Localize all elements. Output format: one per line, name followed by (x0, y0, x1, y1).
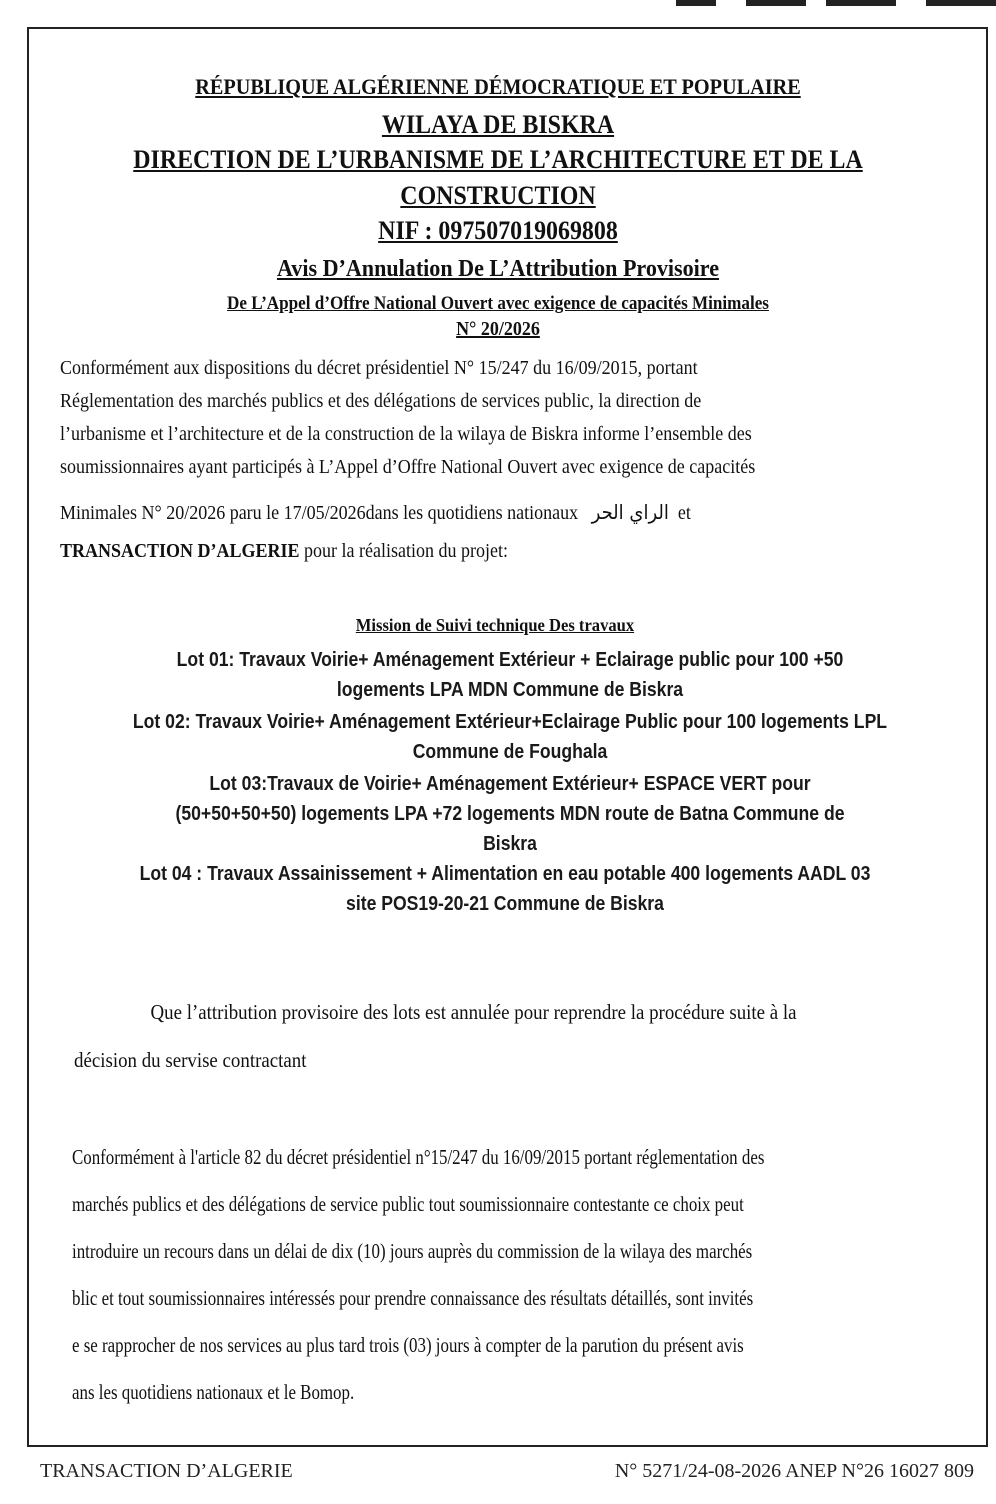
annulation-paragraph (74, 988, 956, 1084)
appeal-line: blic et tout soumissionnaires intéressés pour prendre connaissance des résultats détaillés, sont invités (72, 1286, 754, 1310)
appeal-paragraph (72, 1134, 958, 1416)
appeal-line: ans les quotidiens nationaux et le Bomop. (72, 1380, 355, 1404)
scan-edge-marks (656, 0, 996, 6)
newspaper-name: TRANSACTION D’ALGERIE (60, 540, 300, 562)
lot-line: Lot 02: Travaux Voirie+ Aménagement Extérieur+Eclairage Public pour 100 logements LPL (132, 711, 888, 733)
lot-line: (50+50+50+50) logements LPA +72 logements MDN route de Batna Commune de (175, 803, 845, 825)
lot-line: Biskra (483, 833, 537, 855)
arabic-newspaper-name: الراي الحر (591, 500, 669, 524)
republic-title: RÉPUBLIQUE ALGÉRIENNE DÉMOCRATIQUE ET POPULAIRE (195, 74, 801, 99)
tender-subtitle: De L’Appel d’Offre National Ouvert avec exigence de capacités Minimales (227, 293, 769, 314)
intro-line: l’urbanisme et l’architecture et de la construction de la wilaya de Biskra informe l’ensemble des (60, 423, 752, 445)
nif-number: NIF : 097507019069808 (378, 216, 618, 245)
annulation-line: décision du servise contractant (74, 1048, 307, 1072)
footer-newspaper: TRANSACTION D’ALGERIE (40, 1460, 293, 1482)
lot-02 (79, 707, 941, 767)
intro-line: Réglementation des marchés publics et des délégations de services public, la direction de (60, 390, 702, 412)
tender-number: N° 20/2026 (456, 318, 540, 340)
intro-line-newspapers (60, 496, 947, 530)
annulation-line: Que l’attribution provisoire des lots est annulée pour reprendre la procédure suite à la (150, 1000, 797, 1024)
appeal-line: introduire un recours dans un délai de dix (10) jours auprès du commission de la wilaya des marchés (72, 1239, 753, 1263)
appeal-line: e se rapprocher de nos services au plus tard trois (03) jours à compter de la parution du présent avis (72, 1333, 744, 1357)
intro-line-5a: Minimales N° 20/2026 paru le 17/05/2026dans les quotidiens nationaux (60, 502, 579, 524)
lot-line: Lot 01: Travaux Voirie+ Aménagement Extérieur + Eclairage public pour 100 +50 (176, 649, 844, 671)
intro-line-5b: et (677, 502, 691, 524)
intro-line: soumissionnaires ayant participés à L’Appel d’Offre National Ouvert avec exigence de capacités (60, 456, 756, 478)
intro-line: Conformément aux dispositions du décret présidentiel N° 15/247 du 16/09/2015, portant (60, 357, 698, 379)
newspaper-line (60, 540, 508, 563)
lot-line: site POS19-20-21 Commune de Biskra (346, 893, 664, 915)
footer-reference: N° 5271/24-08-2026 ANEP N°26 16027 809 (614, 1460, 974, 1482)
project-intro: pour la réalisation du projet: (299, 540, 508, 562)
direction-title (40, 142, 956, 214)
lot-line: logements LPA MDN Commune de Biskra (336, 679, 684, 701)
mission-title: Mission de Suivi technique Des travaux (355, 615, 635, 635)
lot-04 (69, 859, 940, 919)
lot-03 (96, 769, 923, 859)
lot-line: Lot 03:Travaux de Voirie+ Aménagement Extérieur+ ESPACE VERT pour (209, 773, 811, 795)
lot-01 (96, 645, 923, 705)
lot-line: Commune de Foughala (412, 741, 608, 763)
wilaya-title: WILAYA DE BISKRA (381, 110, 615, 139)
direction-line-2: CONSTRUCTION (400, 181, 596, 210)
direction-line-1: DIRECTION DE L’URBANISME DE L’ARCHITECTURE ET DE LA (133, 145, 863, 174)
intro-paragraph (60, 352, 947, 530)
appeal-line: Conformément à l'article 82 du décret présidentiel n°15/247 du 16/09/2015 portant réglementation des (72, 1145, 765, 1169)
appeal-line: marchés publics et des délégations de service public tout soumissionnaire contestante ce choix peut (72, 1192, 744, 1216)
lot-line: Lot 04 : Travaux Assainissement + Alimentation en eau potable 400 logements AADL 03 (139, 863, 871, 885)
notice-title: Avis D’Annulation De L’Attribution Provisoire (276, 256, 720, 282)
